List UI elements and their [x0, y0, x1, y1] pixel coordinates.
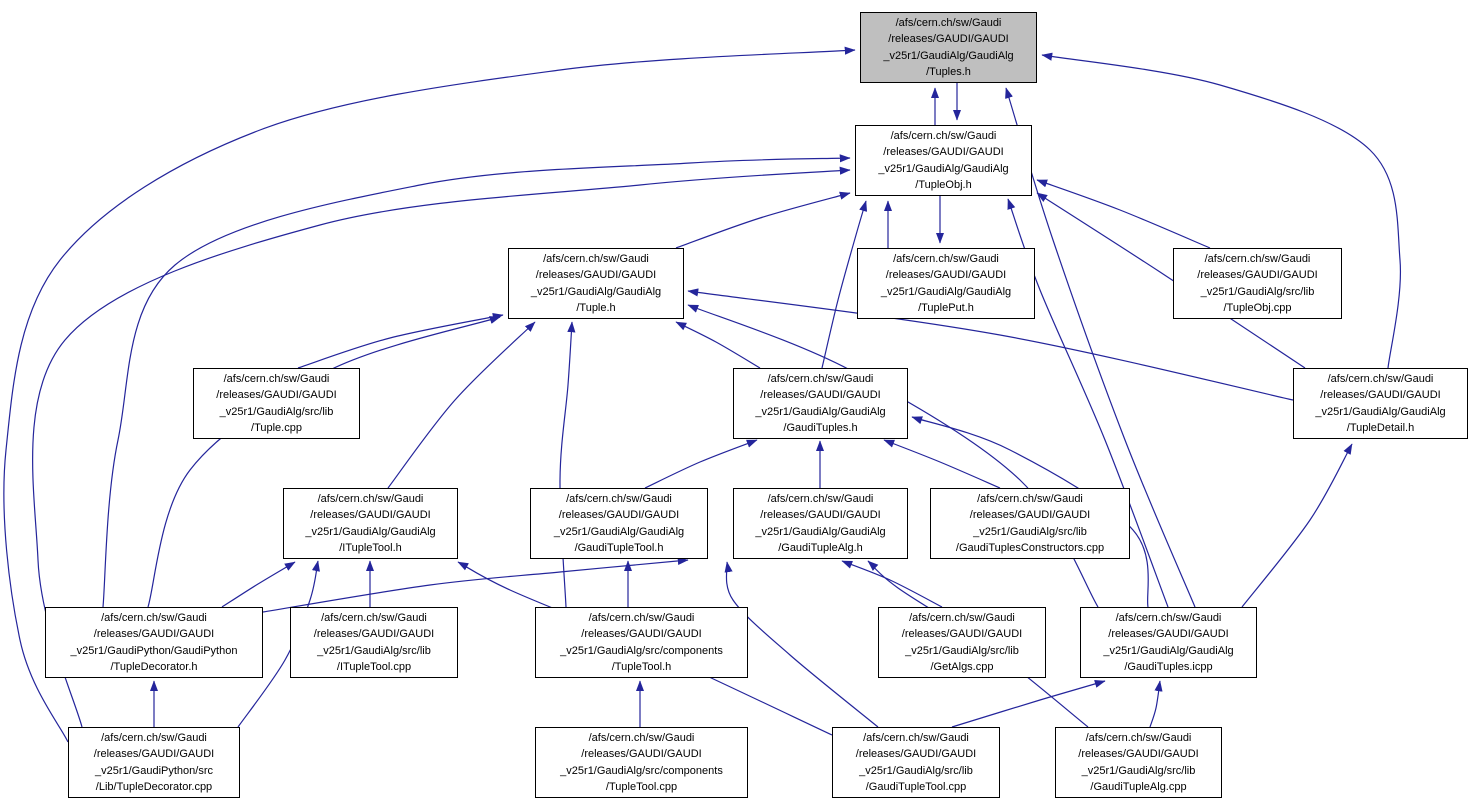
edge-tupledecorator_h-to-itupletool_h [222, 562, 295, 607]
graph-node-label-line: _v25r1/GaudiAlg/src/components [560, 644, 723, 657]
graph-node-label-line: /GaudiTupleAlg.cpp [1090, 780, 1187, 793]
graph-node-gaudituples_icpp[interactable] [1080, 607, 1257, 678]
edge-gaudituples_icpp-to-tuple_h [688, 305, 1098, 607]
graph-node-tupletool_h[interactable] [535, 607, 748, 678]
graph-node-tupledecorator_h[interactable] [45, 607, 263, 678]
graph-node-label-line: _v25r1/GaudiAlg/GaudiAlg [883, 49, 1014, 62]
graph-node-label-line: /afs/cern.ch/sw/Gaudi [543, 253, 649, 266]
graph-node-tupleobj_cpp[interactable] [1173, 248, 1342, 319]
edge-gauditupletool_cpp-to-gaudituplealg_h [726, 562, 878, 727]
graph-node-label-line: /afs/cern.ch/sw/Gaudi [588, 612, 695, 625]
edge-gauditupletool_h-to-gaudituples_h [645, 440, 757, 488]
graph-node-label-line: _v25r1/GaudiAlg/src/lib [317, 644, 431, 657]
graph-node-tupletool_cpp[interactable] [535, 727, 748, 798]
graph-node-label-line: /afs/cern.ch/sw/Gaudi [101, 612, 207, 625]
graph-node-tuple_cpp[interactable] [193, 368, 360, 439]
graph-node-label-line: _v25r1/GaudiAlg/src/components [560, 764, 723, 777]
graph-node-label-line: /releases/GAUDI/GAUDI [558, 509, 680, 522]
graph-node-gaudituplealg_cpp[interactable] [1055, 727, 1222, 798]
edge-gaudituples_icpp-to-tupledetail_h [1242, 444, 1352, 607]
graph-node-label-line: /releases/GAUDI/GAUDI [1108, 628, 1229, 641]
graph-node-label-line: /afs/cern.ch/sw/Gaudi [767, 493, 874, 506]
graph-node-label-line: _v25r1/GaudiAlg/GaudiAlg [305, 525, 436, 538]
graph-node-label-line: /releases/GAUDI/GAUDI [93, 748, 215, 761]
graph-node-label-line: _v25r1/GaudiPython/src [94, 764, 213, 777]
edge-gaudituplealg_cpp-to-gaudituples_icpp [1150, 681, 1160, 727]
graph-node-label-line: /TupleTool.h [611, 660, 672, 673]
graph-node-label-line: _v25r1/GaudiAlg/src/lib [973, 525, 1087, 538]
graph-node-tupleput_h[interactable] [857, 248, 1035, 319]
graph-node-label-line: /GaudiTuples.icpp [1124, 660, 1213, 673]
graph-node-label-line: /releases/GAUDI/GAUDI [883, 146, 1004, 159]
graph-node-label-line: _v25r1/GaudiAlg/GaudiAlg [530, 285, 662, 298]
graph-node-label-line: /afs/cern.ch/sw/Gaudi [977, 493, 1083, 506]
graph-node-label-line: /releases/GAUDI/GAUDI [313, 628, 435, 641]
graph-node-label-line: /Tuples.h [926, 65, 971, 78]
graph-node-label-line: /TupleTool.cpp [605, 780, 678, 793]
graph-node-label-line: /releases/GAUDI/GAUDI [581, 628, 702, 641]
graph-node-itupletool_cpp[interactable] [290, 607, 458, 678]
graph-node-label-line: /releases/GAUDI/GAUDI [901, 628, 1023, 641]
graph-node-label-line: /releases/GAUDI/GAUDI [310, 509, 431, 522]
graph-node-label-line: _v25r1/GaudiAlg/GaudiAlg [880, 285, 1012, 298]
graph-node-label-line: _v25r1/GaudiAlg/src/lib [905, 644, 1019, 657]
graph-node-label-line: _v25r1/GaudiAlg/GaudiAlg [1315, 405, 1446, 418]
graph-node-label-line: /GaudiTupleTool.h [574, 541, 664, 554]
graph-node-label-line: /releases/GAUDI/GAUDI [760, 389, 881, 402]
graph-node-label-line: /afs/cern.ch/sw/Gaudi [317, 493, 424, 506]
graph-node-label-line: /TupleDetail.h [1346, 421, 1415, 434]
graph-node-tupledecorator_cpp[interactable] [68, 727, 240, 798]
graph-node-label-line: _v25r1/GaudiAlg/GaudiAlg [755, 525, 886, 538]
edge-gaudituplesconstructors_cpp-to-gaudituples_h [884, 440, 1000, 488]
graph-node-label-line: /GaudiTupleTool.cpp [865, 780, 967, 793]
graph-node-label-line: /afs/cern.ch/sw/Gaudi [588, 732, 695, 745]
graph-node-label-line: /releases/GAUDI/GAUDI [535, 269, 657, 282]
graph-node-tuples_h[interactable] [860, 12, 1037, 83]
graph-node-label-line: /GaudiTuplesConstructors.cpp [955, 541, 1105, 554]
graph-node-label-line: /TupleObj.h [915, 178, 972, 191]
graph-node-label-line: _v25r1/GaudiAlg/src/lib [1081, 764, 1196, 777]
graph-node-label-line: /afs/cern.ch/sw/Gaudi [1115, 612, 1222, 625]
graph-node-label-line: _v25r1/GaudiAlg/src/lib [1200, 285, 1315, 298]
graph-node-label-line: /afs/cern.ch/sw/Gaudi [223, 373, 330, 386]
graph-node-gaudituplealg_h[interactable] [733, 488, 908, 559]
graph-node-label-line: /releases/GAUDI/GAUDI [885, 269, 1007, 282]
graph-node-label-line: /TupleObj.cpp [1223, 301, 1292, 314]
graph-node-label-line: /afs/cern.ch/sw/Gaudi [890, 130, 997, 143]
graph-node-tupledetail_h[interactable] [1293, 368, 1468, 439]
graph-node-label-line: /afs/cern.ch/sw/Gaudi [566, 493, 672, 506]
graph-node-label-line: /Tuple.cpp [251, 421, 302, 434]
graph-node-label-line: /ITupleTool.h [339, 541, 402, 554]
graph-node-label-line: /TupleDecorator.h [110, 660, 198, 673]
graph-node-label-line: /afs/cern.ch/sw/Gaudi [101, 732, 207, 745]
graph-node-label-line: /GaudiTuples.h [783, 421, 858, 434]
edge-tupledecorator_h-to-gauditupletool_h [263, 560, 688, 612]
graph-node-label-line: /TuplePut.h [918, 301, 974, 314]
graph-node-label-line: _v25r1/GaudiAlg/src/lib [219, 405, 334, 418]
graph-node-tuple_h[interactable] [508, 248, 684, 319]
graph-node-gaudituplesconstructors_cpp[interactable] [930, 488, 1130, 559]
graph-node-itupletool_h[interactable] [283, 488, 458, 559]
graph-node-label-line: /afs/cern.ch/sw/Gaudi [1085, 732, 1192, 745]
graph-node-label-line: /releases/GAUDI/GAUDI [93, 628, 215, 641]
graph-node-label-line: /releases/GAUDI/GAUDI [1078, 748, 1199, 761]
graph-node-label-line: /afs/cern.ch/sw/Gaudi [895, 17, 1002, 30]
graph-node-label-line: /Tuple.h [576, 301, 616, 314]
edge-tuple_cpp-to-tuple_h [298, 315, 503, 368]
edge-tupletool_h-to-tuple_h [560, 322, 572, 607]
graph-node-gaudituples_h[interactable] [733, 368, 908, 439]
graph-node-label-line: /releases/GAUDI/GAUDI [216, 389, 337, 402]
graph-node-label-line: /afs/cern.ch/sw/Gaudi [863, 732, 969, 745]
graph-node-tupleobj_h[interactable] [855, 125, 1032, 196]
graph-node-label-line: /ITupleTool.cpp [336, 660, 412, 673]
graph-node-label-line: /GaudiTupleAlg.h [778, 541, 863, 554]
graph-node-label-line: /afs/cern.ch/sw/Gaudi [1327, 373, 1434, 386]
graph-node-label-line: /releases/GAUDI/GAUDI [760, 509, 881, 522]
edge-tupledecorator_h-to-tuple_h [148, 317, 500, 607]
graph-node-label-line: /afs/cern.ch/sw/Gaudi [909, 612, 1015, 625]
graph-node-label-line: /releases/GAUDI/GAUDI [1197, 269, 1318, 282]
graph-node-getalgs_cpp[interactable] [878, 607, 1046, 678]
graph-node-label-line: /Lib/TupleDecorator.cpp [95, 780, 213, 793]
graph-node-label-line: _v25r1/GaudiAlg/GaudiAlg [553, 525, 685, 538]
graph-node-label-line: /GetAlgs.cpp [930, 660, 994, 673]
graph-node-label-line: _v25r1/GaudiAlg/GaudiAlg [878, 162, 1009, 175]
graph-node-label-line: /releases/GAUDI/GAUDI [888, 33, 1009, 46]
graph-node-label-line: /afs/cern.ch/sw/Gaudi [321, 612, 427, 625]
graph-node-label-line: _v25r1/GaudiAlg/GaudiAlg [1103, 644, 1234, 657]
edge-itupletool_h-to-tuple_h [388, 322, 535, 488]
graph-node-label-line: /afs/cern.ch/sw/Gaudi [767, 373, 874, 386]
graph-node-label-line: /releases/GAUDI/GAUDI [581, 748, 702, 761]
graph-node-label-line: /releases/GAUDI/GAUDI [969, 509, 1091, 522]
graph-node-label-line: _v25r1/GaudiPython/GaudiPython [70, 644, 238, 657]
graph-node-label-line: /afs/cern.ch/sw/Gaudi [893, 253, 999, 266]
graph-node-label-line: _v25r1/GaudiAlg/GaudiAlg [755, 405, 886, 418]
edge-tupledetail_h-to-tuples_h [1042, 55, 1400, 368]
graph-node-label-line: _v25r1/GaudiAlg/src/lib [859, 764, 973, 777]
edge-gaudituples_h-to-tuple_h [676, 322, 760, 368]
graph-node-label-line: /afs/cern.ch/sw/Gaudi [1204, 253, 1311, 266]
graph-node-label-line: /releases/GAUDI/GAUDI [855, 748, 977, 761]
graph-node-gauditupletool_cpp[interactable] [832, 727, 1000, 798]
graph-node-label-line: /releases/GAUDI/GAUDI [1320, 389, 1441, 402]
edge-tupleobj_cpp-to-tupleobj_h [1037, 180, 1210, 248]
edge-gauditupletool_cpp-to-gaudituples_icpp [952, 681, 1105, 727]
edge-tuple_h-to-tupleobj_h [676, 193, 850, 248]
graph-node-gauditupletool_h[interactable] [530, 488, 708, 559]
